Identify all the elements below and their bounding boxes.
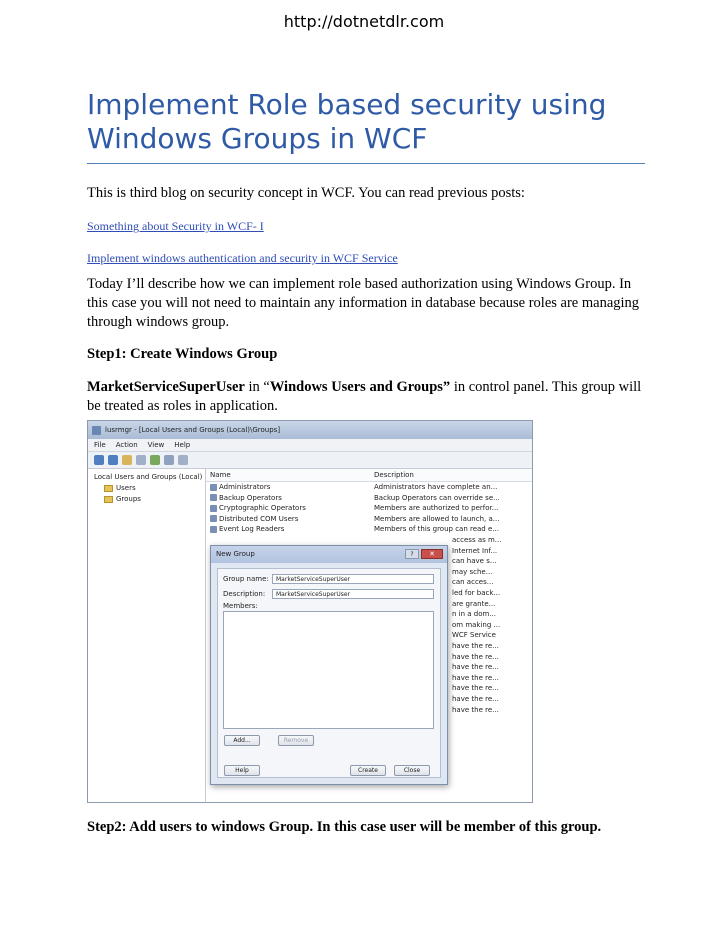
row-name: Distributed COM Users (219, 514, 299, 523)
header-url: http://dotnetdlr.com (283, 12, 445, 31)
partial-description: access as m... (452, 536, 502, 544)
tree-groups[interactable] (92, 494, 201, 505)
partial-description: led for back... (452, 588, 501, 597)
row-name: Backup Operators (219, 493, 282, 502)
back-arrow-icon[interactable] (94, 455, 104, 465)
tree-users[interactable] (92, 483, 201, 494)
link-post-2-wrap (87, 249, 647, 268)
description-field[interactable]: MarketServiceSuperUser (272, 589, 434, 599)
partial-description: may sche... (452, 567, 493, 576)
members-list[interactable] (223, 611, 434, 729)
step1-text-rest: in control panel. This group will be treated as roles in application. (87, 379, 642, 414)
row-desc: Backup Operators can override se... (374, 493, 500, 502)
refresh-icon[interactable] (150, 455, 160, 465)
link-post-1-wrap (87, 217, 647, 236)
title-rule (87, 163, 645, 164)
partial-description: have the re... (452, 641, 499, 650)
export-icon[interactable] (164, 455, 174, 465)
group-icon (210, 505, 217, 512)
row-name: Cryptographic Operators (219, 504, 306, 512)
close-button[interactable]: Close (394, 765, 430, 776)
menu-help[interactable]: Help (174, 441, 191, 449)
row-name: Administrators (219, 483, 271, 491)
group-icon (210, 526, 217, 533)
row-desc: Administrators have complete an... (374, 483, 498, 491)
menu-file[interactable]: File (94, 441, 106, 449)
new-group-dialog (210, 545, 448, 785)
partial-description: have the re... (452, 652, 499, 661)
screenshot-lusrmgr (87, 420, 533, 803)
list-row[interactable] (206, 493, 532, 504)
list-row[interactable] (206, 503, 532, 514)
screenshot-toolbar (88, 452, 532, 469)
tree-groups-label: Groups (116, 495, 141, 503)
group-name-label: Group name: (223, 575, 269, 583)
partial-description: have the re... (452, 694, 499, 703)
tree-root[interactable] (92, 472, 201, 483)
help-icon[interactable]: ? (405, 549, 419, 559)
partial-description: can acces... (452, 578, 494, 587)
forward-arrow-icon[interactable] (108, 455, 118, 465)
properties-icon[interactable] (178, 455, 188, 465)
create-button[interactable]: Create (350, 765, 386, 776)
show-tree-icon[interactable] (136, 455, 146, 465)
body-paragraph: Today I’ll describe how we can implement role based authorization using Windows Group. In this case you will not need to maintain any information in database because roles are managing through windows group. (87, 276, 640, 330)
list-row[interactable] (206, 482, 532, 493)
link-post-2[interactable]: Implement windows authentication and security in WCF Service (87, 251, 398, 265)
add-button[interactable]: Add... (224, 735, 260, 746)
list-row[interactable] (206, 524, 532, 535)
tree-users-label: Users (116, 484, 136, 492)
dialog-window-buttons (405, 549, 443, 559)
step1-text-in: in “ (244, 379, 270, 395)
dialog-body (217, 568, 441, 778)
help-button[interactable]: Help (224, 765, 260, 776)
partial-description: can have s... (452, 557, 497, 566)
menu-view[interactable]: View (147, 441, 165, 449)
close-icon[interactable]: ✕ (421, 549, 443, 559)
column-description[interactable]: Description (374, 471, 414, 479)
screenshot-tree (88, 469, 206, 802)
list-row[interactable] (206, 514, 532, 525)
step2-heading: Step2: Add users to windows Group. In this case user will be member of this group. (87, 819, 602, 835)
partial-description: Internet Inf... (452, 546, 498, 555)
partial-description: n in a dom... (452, 610, 497, 619)
list-header (206, 469, 532, 482)
partial-description: have the re... (452, 684, 499, 693)
computer-icon (92, 426, 101, 435)
partial-description: om making ... (452, 620, 501, 629)
intro-text: This is third blog on security concept in WCF. You can read previous posts: (87, 185, 525, 201)
group-icon (210, 494, 217, 501)
description-label: Description: (223, 590, 266, 598)
window-name-bold: Windows Users and Groups” (269, 379, 451, 395)
folder-icon (104, 496, 113, 503)
partial-description: WCF Service (452, 631, 496, 640)
group-icon (210, 515, 217, 522)
partial-descriptions (452, 535, 501, 715)
partial-description: have the re... (452, 673, 499, 682)
step1-heading: Step1: Create Windows Group (87, 346, 278, 362)
screenshot-window-title: lusrmgr - [Local Users and Groups (Local)\Groups] (105, 426, 281, 434)
group-icon (210, 484, 217, 491)
screenshot-menubar (88, 439, 532, 452)
tree-root-label: Local Users and Groups (Local) (94, 473, 203, 481)
link-post-1[interactable]: Something about Security in WCF- I (87, 219, 264, 233)
group-name-bold: MarketServiceSuperUser (87, 379, 245, 395)
page-title: Implement Role based security using Windows Groups in WCF (87, 88, 607, 155)
dialog-title: New Group (216, 550, 255, 558)
row-name: Event Log Readers (219, 525, 285, 533)
step1-text (87, 378, 647, 416)
group-name-field[interactable]: MarketServiceSuperUser (272, 574, 434, 584)
screenshot-titlebar (88, 421, 532, 439)
dialog-titlebar (211, 546, 447, 563)
menu-action[interactable]: Action (115, 441, 138, 449)
column-name[interactable]: Name (210, 471, 231, 479)
up-folder-icon[interactable] (122, 455, 132, 465)
row-desc: Members are authorized to perfor... (374, 504, 499, 512)
partial-description: have the re... (452, 663, 499, 672)
remove-button[interactable]: Remove (278, 735, 314, 746)
partial-description: have the re... (452, 705, 499, 714)
partial-description: are grante... (452, 599, 496, 608)
row-desc: Members of this group can read e... (374, 525, 499, 533)
folder-icon (104, 485, 113, 492)
members-label: Members: (223, 602, 258, 610)
row-desc: Members are allowed to launch, a... (374, 514, 500, 523)
